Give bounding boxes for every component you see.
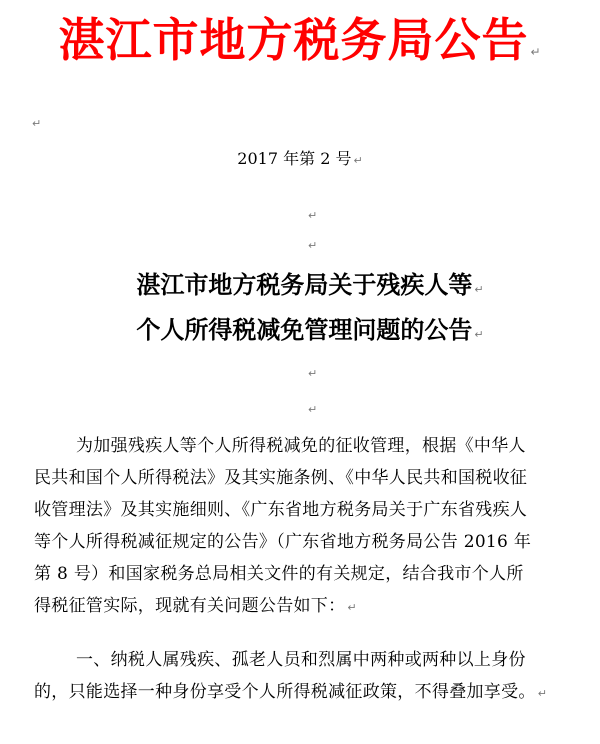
body-text-line: 为加强残疾人等个人所得税减免的征收管理，根据《中华人 bbox=[76, 436, 526, 456]
paragraph-mark-icon: ↵ bbox=[308, 403, 318, 416]
announcement-title-text: 湛江市地方税务局关于残疾人等 bbox=[136, 271, 473, 299]
body-text-line: 一、纳税人属残疾、孤老人员和烈属中两种或两种以上身份 bbox=[76, 650, 526, 670]
announcement-title-line bbox=[0, 313, 600, 352]
paragraph-mark-icon: ↵ bbox=[474, 328, 484, 341]
empty-paragraph bbox=[30, 112, 41, 132]
paragraph-mark-icon: ↵ bbox=[308, 239, 318, 252]
announcement-title-text: 个人所得税减免管理问题的公告 bbox=[136, 316, 473, 344]
paragraph-mark-icon: ↵ bbox=[474, 283, 484, 296]
body-text-line: 第 8 号）和国家税务总局相关文件的有关规定，结合我市个人所 bbox=[34, 564, 524, 584]
body-text-line: 民共和国个人所得税法》及其实施条例、《中华人民共和国税收征 bbox=[34, 468, 528, 488]
body-text-line: 收管理法》及其实施细则、《广东省地方税务局关于广东省残疾人 bbox=[34, 500, 528, 520]
body-text-line-end bbox=[34, 680, 600, 706]
paragraph-mark-icon: ↵ bbox=[308, 367, 318, 380]
paragraph-mark-icon: ↵ bbox=[308, 209, 318, 222]
paragraph-mark-icon: ↵ bbox=[347, 601, 357, 614]
empty-paragraph bbox=[306, 234, 317, 254]
empty-paragraph bbox=[306, 204, 317, 224]
paragraph-mark-icon: ↵ bbox=[530, 45, 542, 59]
body-text-line-end bbox=[34, 594, 600, 620]
header-title: 湛江市地方税务局公告 bbox=[58, 13, 529, 67]
empty-paragraph bbox=[306, 398, 317, 418]
body-text-line: 等个人所得税减征规定的公告》（广东省地方税务局公告 2016 年 bbox=[34, 532, 532, 552]
document-number-text: 2017 年第 2 号 bbox=[237, 149, 352, 168]
announcement-title-line bbox=[0, 268, 600, 307]
body-text: 得税征管实际，现就有关问题公告如下： bbox=[34, 596, 346, 616]
paragraph-mark-icon: ↵ bbox=[537, 687, 548, 700]
document-header bbox=[0, 8, 600, 84]
document-number bbox=[0, 148, 600, 172]
paragraph-mark-icon: ↵ bbox=[32, 117, 42, 130]
paragraph-mark-icon: ↵ bbox=[353, 154, 363, 167]
body-text: 的，只能选择一种身份享受个人所得税减征政策，不得叠加享受。 bbox=[34, 682, 536, 702]
empty-paragraph bbox=[306, 362, 317, 382]
